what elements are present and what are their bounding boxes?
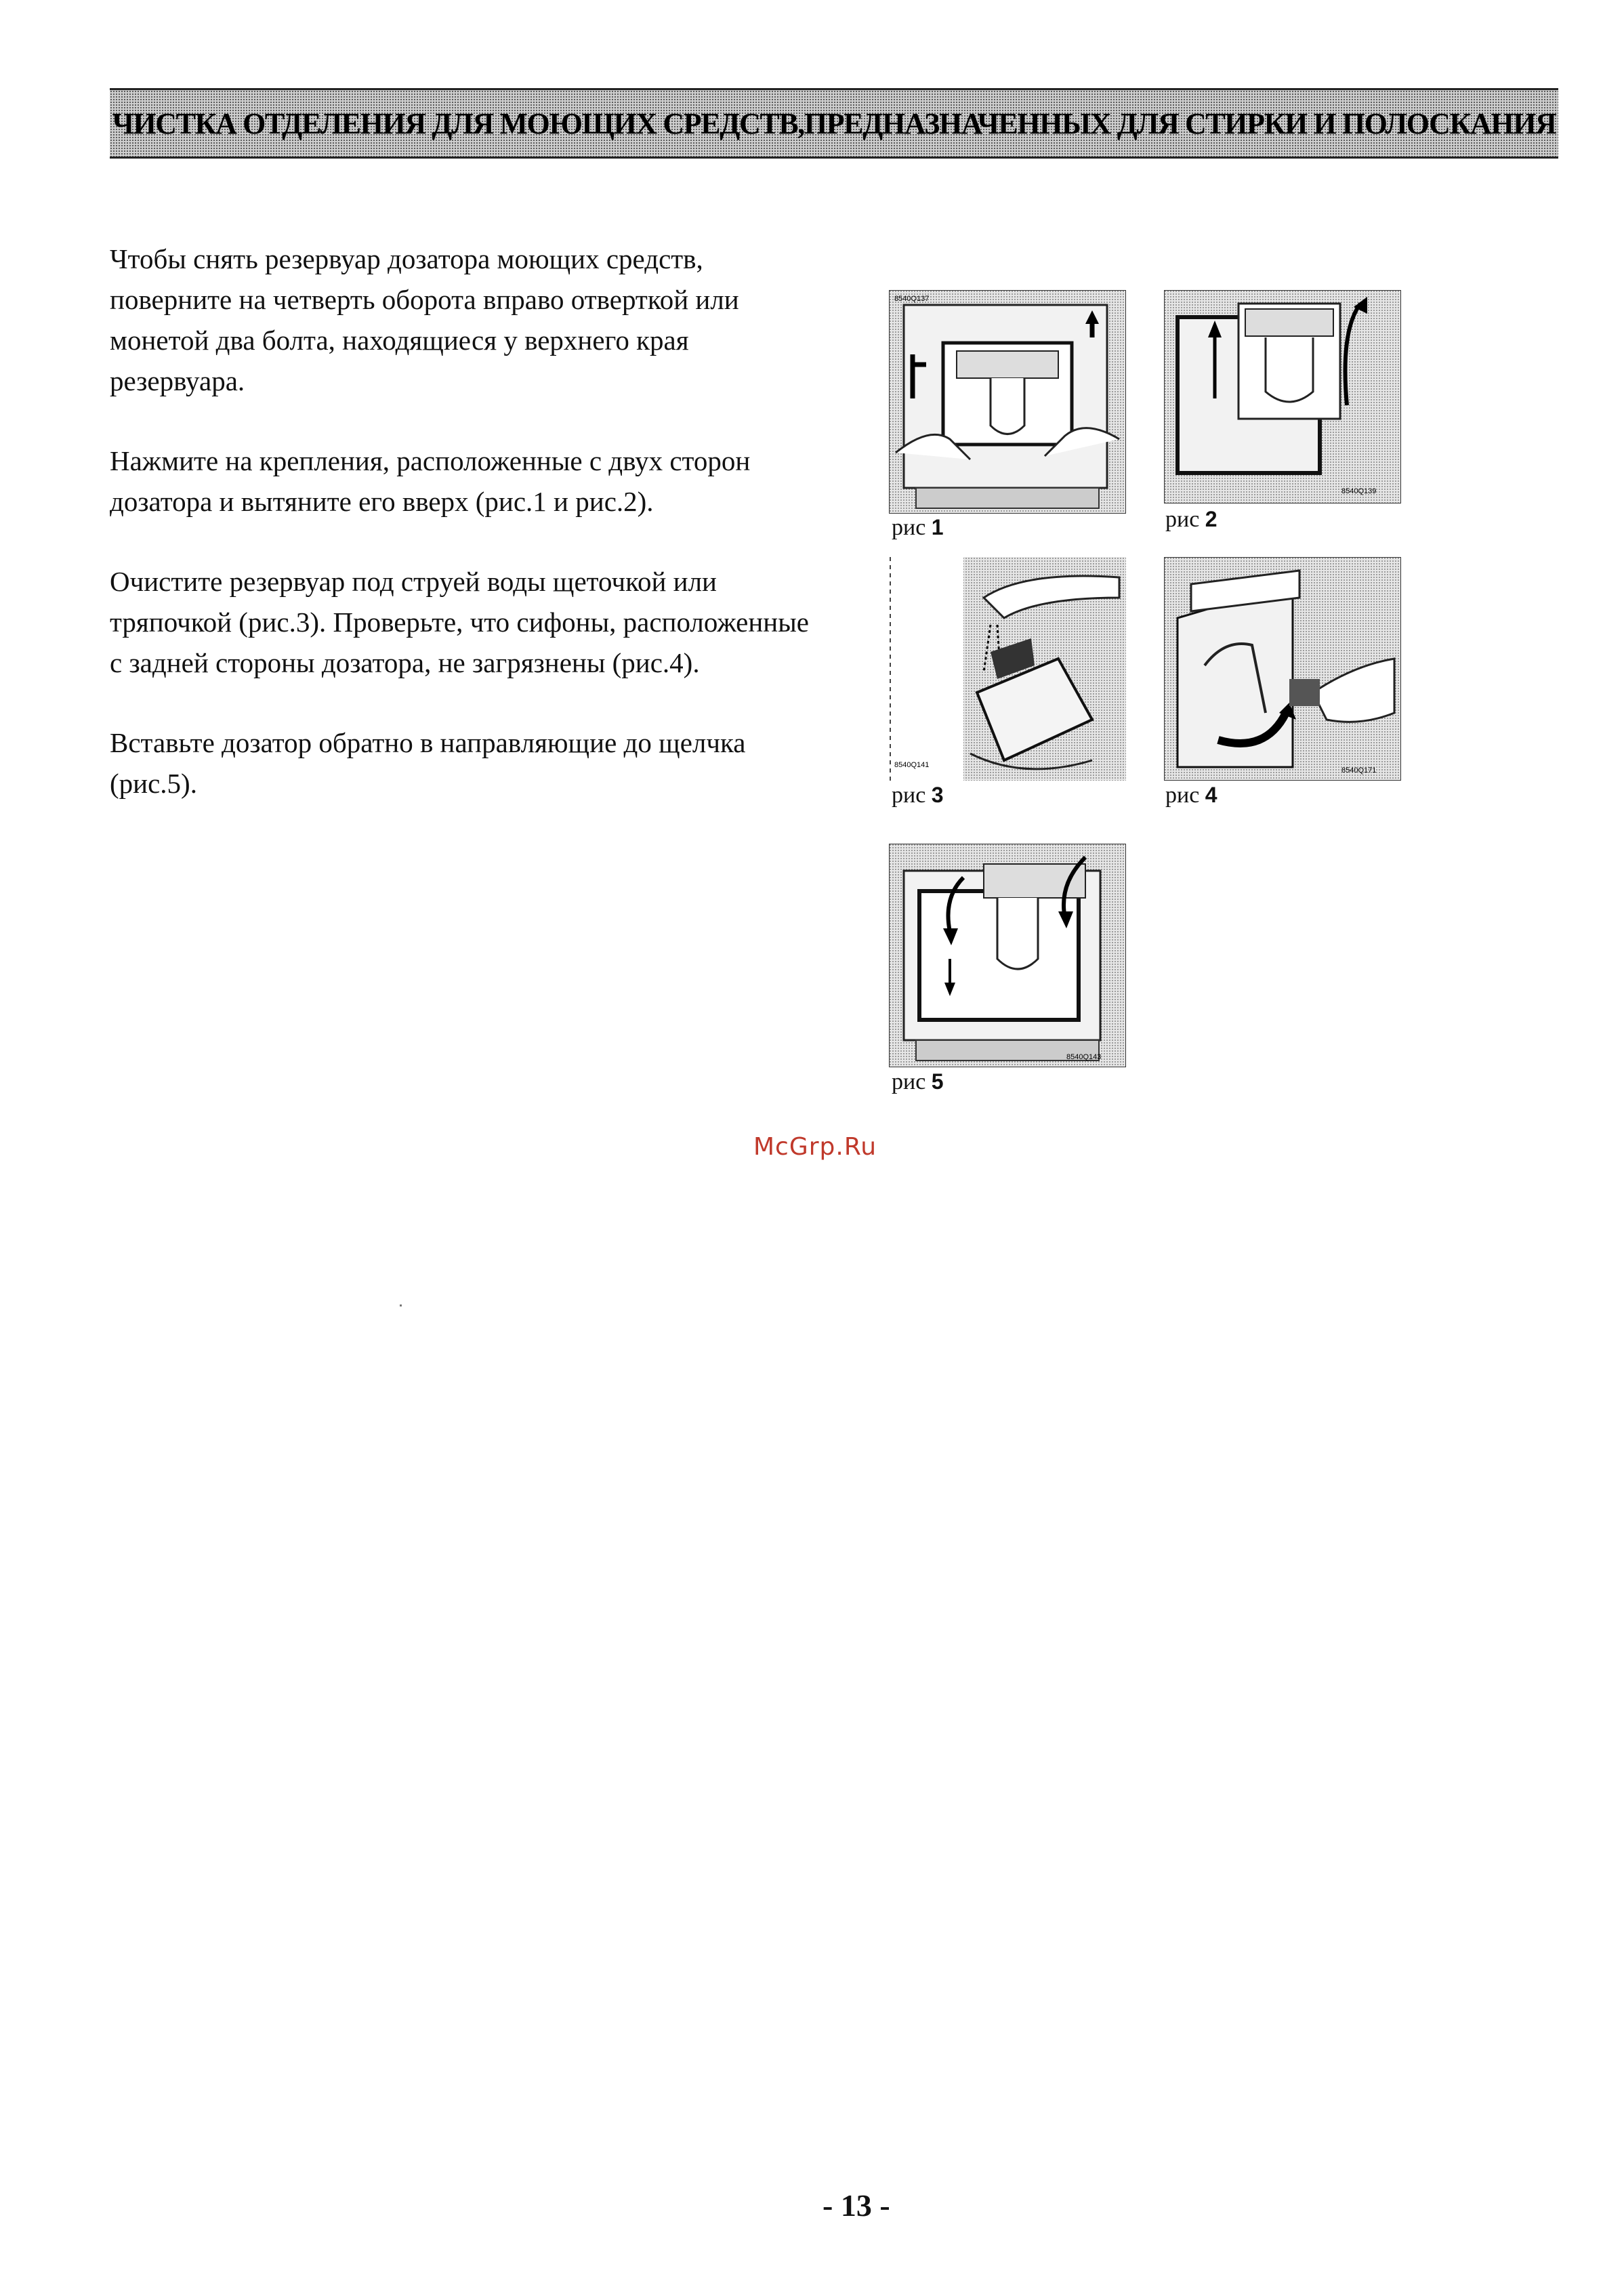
- figure-3-drawing: [889, 557, 1126, 781]
- figure-4-caption-prefix: рис: [1165, 783, 1200, 808]
- figure-3-caption: [892, 783, 944, 808]
- watermark-text: McGrp.Ru: [753, 1133, 877, 1161]
- figure-4-caption: [1165, 783, 1217, 808]
- title-banner: [110, 88, 1558, 159]
- figure-5-caption: [892, 1069, 944, 1095]
- page-number: - 13 -: [823, 2188, 890, 2223]
- instruction-paragraph-4: Вставьте дозатор обратно в направляющие до щелчка (рис.5).: [110, 727, 746, 799]
- figure-5-caption-number: 5: [931, 1069, 944, 1094]
- figure-1-caption-number: 1: [931, 515, 944, 539]
- instruction-paragraph-2: Нажмите на крепления, расположенные с двух сторон дозатора и вытяните его вверх (рис.1 и рис.2).: [110, 445, 751, 517]
- figure-1-caption: [892, 515, 944, 541]
- instruction-paragraph-3: Очистите резервуар под струей воды щеточкой или тряпочкой (рис.3). Проверьте, что сифоны, расположенные с задней стороны дозатора, не загрязнены (рис.4).: [110, 566, 809, 678]
- figure-1-caption-prefix: рис: [892, 515, 926, 540]
- figure-2-illustration: [1164, 290, 1401, 503]
- figure-3-illustration: [889, 557, 1126, 781]
- figure-2-caption: [1165, 507, 1217, 533]
- instruction-paragraph-1: Чтобы снять резервуар дозатора моющих средств, поверните на четверть оборота вправо отверткой или монетой два болта, находящиеся у верхнего края резервуара.: [110, 243, 739, 396]
- figure-2-caption-number: 2: [1205, 507, 1217, 531]
- figure-2-caption-prefix: рис: [1165, 507, 1200, 532]
- figure-5-code: 8540Q143: [1066, 1053, 1102, 1061]
- instructions-column: [110, 239, 828, 843]
- figure-2-code: 8540Q139: [1341, 487, 1377, 495]
- figure-4-caption-number: 4: [1205, 783, 1217, 807]
- figure-5-caption-prefix: рис: [892, 1069, 926, 1094]
- figure-2-drawing: [1164, 290, 1401, 503]
- figure-1-code: 8540Q137: [894, 295, 930, 303]
- figure-5-illustration: [889, 844, 1126, 1067]
- figure-3-caption-prefix: рис: [892, 783, 926, 808]
- figure-3-code: 8540Q141: [894, 761, 930, 769]
- figure-3-caption-number: 3: [931, 783, 944, 807]
- figure-4-illustration: [1164, 557, 1401, 781]
- page-title: ЧИСТКА ОТДЕЛЕНИЯ ДЛЯ МОЮЩИХ СРЕДСТВ,ПРЕДНАЗНАЧЕННЫХ ДЛЯ СТИРКИ И ПОЛОСКАНИЯ: [112, 106, 1556, 140]
- figure-5-drawing: [889, 844, 1126, 1067]
- scan-speck: [400, 1304, 402, 1306]
- figure-1-illustration: [889, 290, 1126, 514]
- figure-1-drawing: [889, 290, 1126, 514]
- figure-4-code: 8540Q171: [1341, 766, 1377, 775]
- figure-4-drawing: [1164, 557, 1401, 781]
